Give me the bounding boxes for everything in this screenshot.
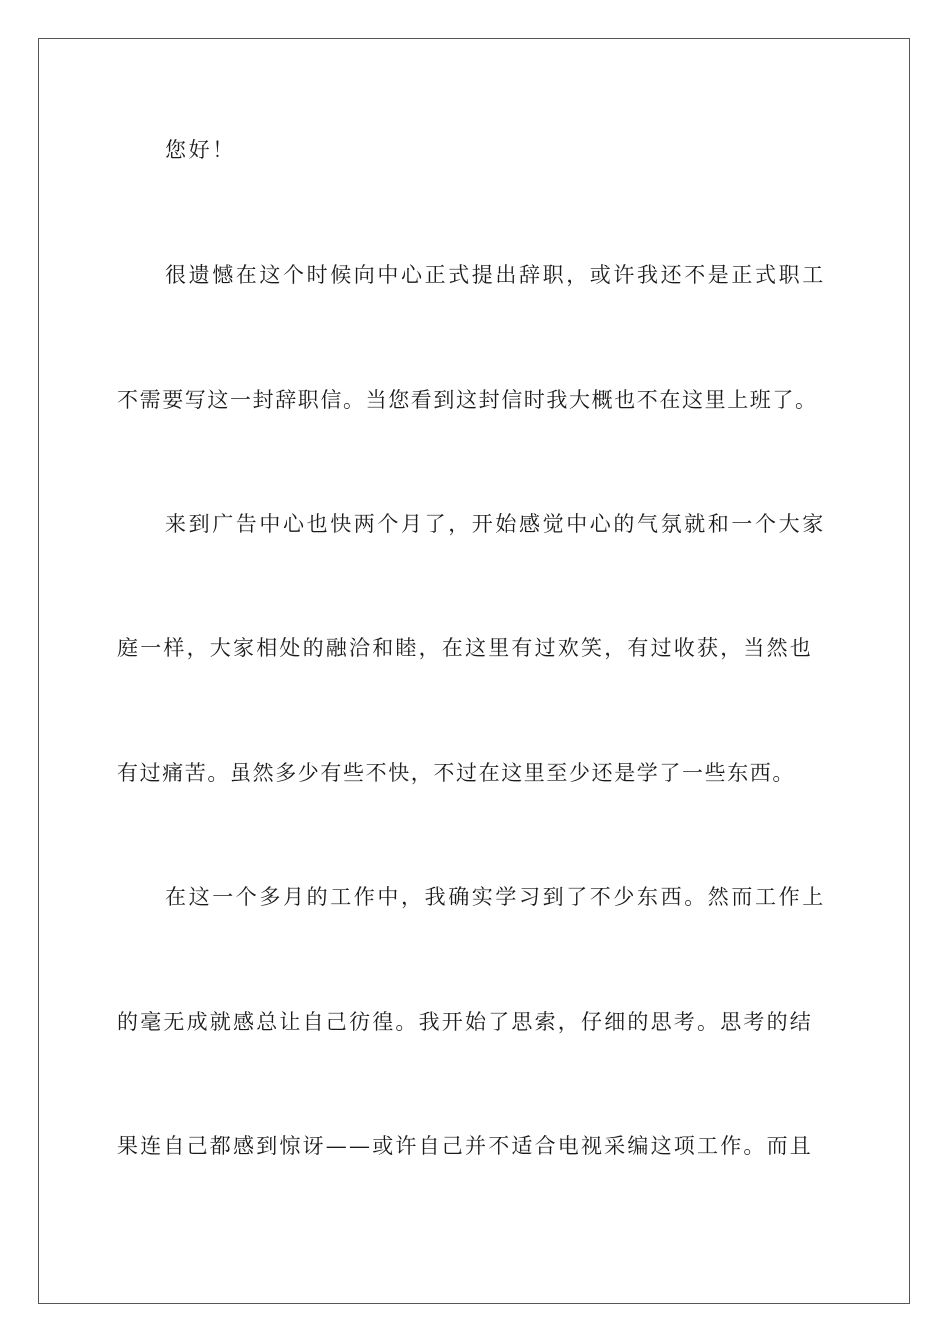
paragraph-2-line-1: 来到广告中心也快两个月了，开始感觉中心的气氛就和一个大家 (165, 512, 826, 536)
paragraph-2-line-3: 有过痛苦。虽然多少有些不快，不过在这里至少还是学了一些东西。 (117, 761, 795, 785)
greeting: 您好！ (165, 138, 236, 162)
paragraph-2-line-2: 庭一样，大家相处的融洽和睦，在这里有过欢笑，有过收获，当然也 (117, 636, 813, 660)
page-frame (38, 38, 910, 1304)
paragraph-1-line-2: 不需要写这一封辞职信。当您看到这封信时我大概也不在这里上班了。 (117, 388, 818, 412)
paragraph-1-line-1: 很遗憾在这个时候向中心正式提出辞职，或许我还不是正式职工 (165, 263, 826, 287)
paragraph-3-line-1: 在这一个多月的工作中，我确实学习到了不少东西。然而工作上 (165, 885, 826, 909)
paragraph-3-line-3: 果连自己都感到惊讶——或许自己并不适合电视采编这项工作。而且 (117, 1134, 813, 1158)
paragraph-3-line-2: 的毫无成就感总让自己彷徨。我开始了思索，仔细的思考。思考的结 (117, 1010, 813, 1034)
